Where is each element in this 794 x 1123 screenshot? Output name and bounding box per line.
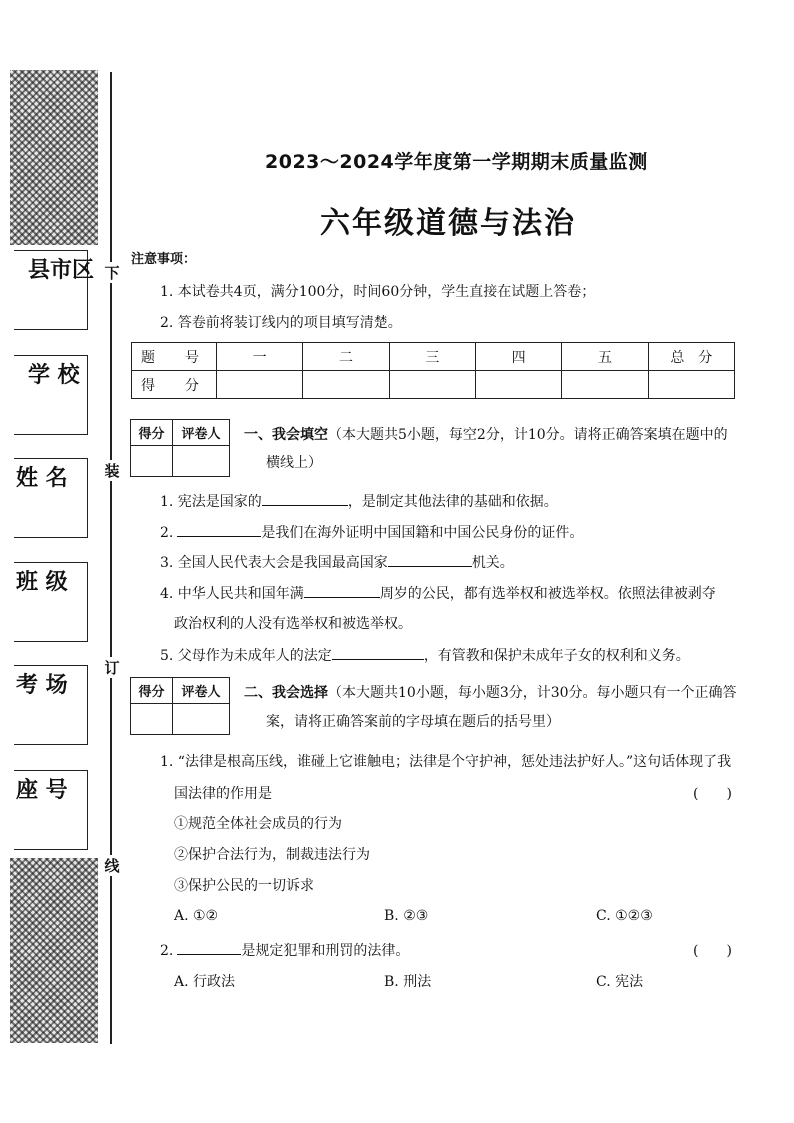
section1-desc-line2: 横线上）: [266, 455, 322, 471]
grader-score-label: 得分: [131, 420, 173, 446]
field-label-county: 县市区: [28, 257, 95, 283]
notice-heading: 注意事项：: [131, 252, 197, 267]
question-text: ，是制定其他法律的基础和依据。: [347, 494, 558, 510]
section2-desc: （本大题共10小题，每小题3分，计30分。每小题只有一个正确答: [328, 685, 737, 701]
decorative-pattern-top: [10, 70, 98, 245]
question-text: 2.: [160, 525, 174, 541]
field-label-school: 学 校: [28, 362, 80, 388]
subject-title: 六年级道德与法治: [320, 206, 576, 241]
answer-blank[interactable]: [388, 553, 472, 567]
grader-score-cell[interactable]: [131, 704, 173, 735]
grader-name-label: 评卷人: [173, 420, 230, 446]
question-text: 1. 宪法是国家的: [160, 494, 262, 510]
fill-question-1: [160, 491, 558, 511]
fill-question-5: [160, 645, 690, 665]
section2-title: 二、我会选择: [244, 685, 328, 701]
binding-char-4: 线: [102, 855, 122, 876]
field-box-name[interactable]: [14, 458, 88, 538]
fill-question-4-line2: 政治权利的人没有选举权和被选举权。: [174, 616, 412, 632]
score-cell[interactable]: [303, 371, 389, 399]
score-cell[interactable]: [648, 371, 734, 399]
notice-item-1: 1. 本试卷共4页，满分100分，时间60分钟，学生直接在试题上答卷；: [160, 284, 596, 300]
option-c[interactable]: C. 宪法: [596, 974, 644, 990]
grader-name-label: 评卷人: [173, 678, 230, 704]
score-cell[interactable]: [562, 371, 648, 399]
fill-question-2: [160, 522, 583, 542]
fill-question-3: [160, 552, 514, 572]
field-box-exam-room[interactable]: [14, 665, 88, 745]
question-text: 是我们在海外证明中国国籍和中国公民身份的证件。: [261, 525, 584, 541]
field-box-school[interactable]: [14, 355, 88, 435]
score-row-label: 得 分: [132, 371, 217, 399]
section1-title: 一、我会填空: [244, 427, 328, 443]
answer-bracket[interactable]: ( ): [693, 943, 732, 959]
score-header-cell: 二: [303, 343, 389, 371]
choice-question-1-line1: 1. “法律是根高压线，谁碰上它谁触电；法律是个守护神，惩处违法护好人。”这句话体现了我: [160, 754, 732, 770]
section2-desc-line2: 案，请将正确答案前的字母填在题后的括号里）: [266, 714, 560, 730]
score-table-header-row: [132, 343, 735, 371]
option-b[interactable]: B. ②③: [384, 908, 429, 924]
question-text: 是规定犯罪和刑罚的法律。: [241, 943, 410, 959]
score-header-cell: 一: [217, 343, 303, 371]
field-box-county[interactable]: [14, 250, 95, 330]
answer-blank[interactable]: [177, 941, 241, 955]
field-label-seat-number: 座 号: [16, 777, 68, 803]
question-text: 4. 中华人民共和国年满: [160, 586, 304, 602]
option-a[interactable]: A. ①②: [174, 908, 219, 924]
option-c[interactable]: C. ①②③: [596, 908, 653, 924]
answer-blank[interactable]: [262, 492, 348, 506]
question-text: 3. 全国人民代表大会是我国最高国家: [160, 555, 388, 571]
score-cell[interactable]: [475, 371, 561, 399]
field-label-class: 班 级: [16, 569, 68, 595]
question-text: 机关。: [471, 555, 514, 571]
question-text: ，有管教和保护未成年子女的权利和义务。: [423, 648, 690, 664]
decorative-pattern-bottom: [10, 858, 98, 1043]
score-header-cell: 总 分: [648, 343, 734, 371]
question-text: 2.: [160, 943, 174, 959]
binding-char-3: 订: [102, 657, 122, 678]
score-header-cell: 五: [562, 343, 648, 371]
section2-heading: [244, 682, 737, 702]
score-cell[interactable]: [217, 371, 303, 399]
score-table: [131, 342, 735, 399]
question-text: 周岁的公民，都有选举权和被选举权。依照法律被剥夺: [379, 586, 716, 602]
grader-score-cell[interactable]: [131, 446, 173, 477]
grader-box-section-1: [130, 419, 230, 477]
grader-name-cell[interactable]: [173, 446, 230, 477]
statement-2: ②保护合法行为，制裁违法行为: [174, 847, 370, 863]
section1-heading: [244, 424, 728, 444]
binding-line: [110, 72, 112, 1044]
field-box-class[interactable]: [14, 562, 88, 642]
option-b[interactable]: B. 刑法: [384, 974, 432, 990]
field-label-exam-room: 考 场: [16, 672, 68, 698]
answer-blank[interactable]: [304, 584, 380, 598]
answer-blank[interactable]: [177, 523, 261, 537]
binding-char-1: 下: [102, 262, 122, 283]
choice-question-1-line2: 国法律的作用是: [174, 786, 272, 802]
score-header-cell: 题 号: [132, 343, 217, 371]
exam-title: 2023～2024学年度第一学期期末质量监测: [265, 151, 648, 173]
answer-blank[interactable]: [332, 646, 424, 660]
score-header-cell: 三: [389, 343, 475, 371]
grader-name-cell[interactable]: [173, 704, 230, 735]
answer-bracket[interactable]: ( ): [693, 786, 732, 802]
binding-char-2: 装: [102, 460, 122, 481]
grader-score-label: 得分: [131, 678, 173, 704]
statement-1: ①规范全体社会成员的行为: [174, 816, 342, 832]
section1-desc: （本大题共5小题，每空2分，计10分。请将正确答案填在题中的: [328, 427, 728, 443]
field-label-name: 姓 名: [16, 465, 68, 491]
question-text: 5. 父母作为未成年人的法定: [160, 648, 332, 664]
choice-question-2: [160, 940, 409, 960]
notice-item-2: 2. 答卷前将装订线内的项目填写清楚。: [160, 315, 402, 331]
score-table-score-row: [132, 371, 735, 399]
fill-question-4: [160, 583, 716, 603]
field-box-seat-number[interactable]: [14, 770, 88, 850]
score-cell[interactable]: [389, 371, 475, 399]
statement-3: ③保护公民的一切诉求: [174, 878, 314, 894]
score-header-cell: 四: [475, 343, 561, 371]
option-a[interactable]: A. 行政法: [174, 974, 236, 990]
grader-box-section-2: [130, 677, 230, 735]
